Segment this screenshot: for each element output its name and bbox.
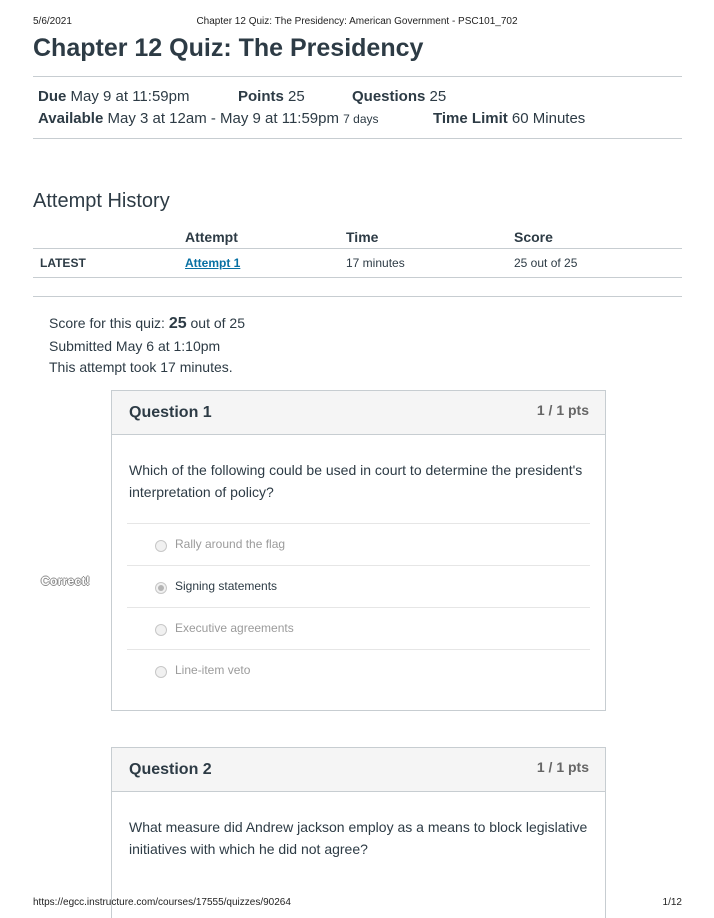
divider xyxy=(33,76,682,77)
print-date: 5/6/2021 xyxy=(33,16,72,27)
answer-option[interactable] xyxy=(127,649,590,692)
time-cell: 17 minutes xyxy=(346,249,514,278)
available-note: 7 days xyxy=(343,112,379,126)
attempt-link[interactable]: Attempt 1 xyxy=(185,256,241,270)
questions-label: Questions xyxy=(352,88,426,105)
available-label: Available xyxy=(38,110,104,127)
attempt-history-title: Attempt History xyxy=(33,190,170,212)
question-header xyxy=(112,748,605,792)
radio-button[interactable] xyxy=(155,540,167,552)
available-detail xyxy=(38,110,379,127)
answer-label: Executive agreements xyxy=(175,621,294,635)
attempt-cell xyxy=(185,249,346,278)
questions-value: 25 xyxy=(429,88,447,105)
score-prefix: Score for this quiz: xyxy=(49,315,165,331)
questions-detail xyxy=(352,88,446,105)
divider xyxy=(33,138,682,139)
time-limit-value: 60 Minutes xyxy=(511,110,586,127)
answer-option-selected[interactable] xyxy=(127,565,590,608)
points-value: 25 xyxy=(288,88,305,105)
question-text: What measure did Andrew jackson employ as a means to block legislative initiatives with which he did not agree? xyxy=(129,819,588,857)
question-card xyxy=(111,390,606,711)
print-url: https://egcc.instructure.com/courses/17555/quizzes/90264 xyxy=(33,897,291,908)
correct-answer-flag: Correct! xyxy=(41,574,91,588)
answer-option[interactable] xyxy=(127,523,590,566)
column-header-attempt: Attempt xyxy=(185,226,346,249)
page-title: Chapter 12 Quiz: The Presidency xyxy=(33,34,424,62)
score-suffix: out of 25 xyxy=(190,315,246,331)
answer-label: Signing statements xyxy=(175,579,278,593)
available-value: May 3 at 12am - May 9 at 11:59pm xyxy=(107,110,339,127)
latest-tag: LATEST xyxy=(33,249,185,278)
question-card xyxy=(111,747,606,918)
answer-option[interactable] xyxy=(127,607,590,650)
points-detail xyxy=(238,88,305,105)
table-header-row xyxy=(33,226,682,249)
attempt-duration: This attempt took 17 minutes. xyxy=(49,359,233,375)
question-header xyxy=(112,391,605,435)
column-header-score: Score xyxy=(514,226,682,249)
attempt-history-table xyxy=(33,226,682,278)
question-title: Question 2 xyxy=(129,761,212,778)
due-value: May 9 at 11:59pm xyxy=(70,88,190,105)
print-page-number: 1/12 xyxy=(662,897,682,908)
score-value: 25 xyxy=(168,315,187,332)
question-text: Which of the following could be used in court to determine the president's interpretation of policy? xyxy=(129,462,583,500)
points-label: Points xyxy=(238,88,284,105)
answer-label: Line-item veto xyxy=(175,663,251,677)
question-points: 1 / 1 pts xyxy=(536,759,589,775)
time-limit-label: Time Limit xyxy=(433,110,508,127)
due-label: Due xyxy=(38,88,67,105)
due-detail xyxy=(38,88,189,105)
quiz-score xyxy=(49,315,245,333)
radio-button[interactable] xyxy=(155,666,167,678)
time-limit-detail xyxy=(433,110,585,127)
question-title: Question 1 xyxy=(129,404,212,421)
column-header xyxy=(33,226,185,249)
column-header-time: Time xyxy=(346,226,514,249)
table-row xyxy=(33,249,682,278)
submitted-text: Submitted May 6 at 1:10pm xyxy=(49,338,221,354)
answer-label: Rally around the flag xyxy=(175,537,286,551)
radio-button-selected[interactable] xyxy=(155,582,167,594)
score-cell: 25 out of 25 xyxy=(514,249,682,278)
divider xyxy=(33,296,682,297)
question-points: 1 / 1 pts xyxy=(536,402,589,418)
radio-button[interactable] xyxy=(155,624,167,636)
print-page-title: Chapter 12 Quiz: The Presidency: American Government - PSC101_702 xyxy=(196,16,518,27)
